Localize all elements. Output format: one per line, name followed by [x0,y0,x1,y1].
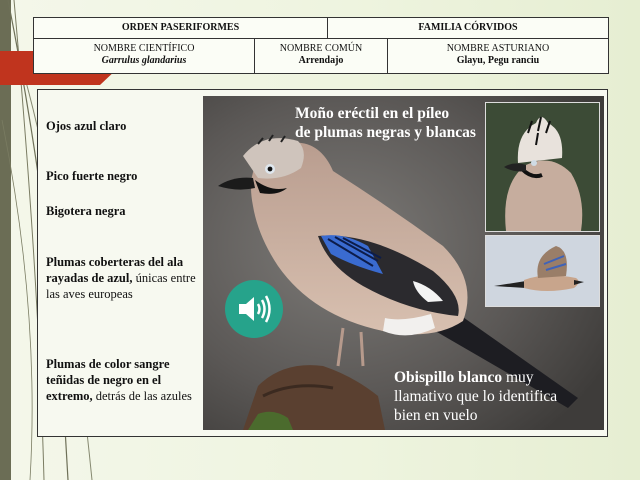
nombre-comun-cell [255,39,388,74]
taxonomy-table [33,17,609,74]
orden-cell: ORDEN PASERIFORMES [34,18,328,38]
caption-rump-bold: Obispillo blanco [394,369,503,386]
nombre-asturiano-value: Glayu, Pegu ranciu [456,55,540,66]
caption-crest-line1: Moño eréctil en el píleo [295,105,450,122]
inset-crest-photo [485,102,600,232]
feature-bigotera-text: Bigotera negra [46,204,126,218]
sound-button[interactable] [225,280,283,338]
feature-pico-text: Pico fuerte negro [46,169,138,183]
caption-crest [295,104,476,142]
nombre-cientifico-value: Garrulus glandarius [101,55,187,66]
feature-plumas-sangre-bold: Plumas de color sangre teñidas de negro en el extremo, [46,357,170,403]
feature-plumas-sangre-rest: detrás de las azules [92,389,192,403]
nombre-comun-value: Arrendajo [298,55,344,66]
feature-plumas-azul-rest: únicas entre las aves europeas [46,271,196,301]
nombre-cientifico-label: NOMBRE CIENTÍFICO [93,43,195,54]
feature-plumas-sangre [46,356,196,404]
nombre-asturiano-label: NOMBRE ASTURIANO [446,43,550,54]
caption-rump [394,368,569,425]
nombre-comun-label: NOMBRE COMÚN [279,43,363,54]
inset-flight-photo [485,235,600,307]
caption-rump-rest: muy llamativo que lo identifica bien en vuelo [394,369,558,424]
speaker-icon [237,294,271,324]
nombre-asturiano-cell [388,39,608,74]
feature-pico [46,168,196,184]
caption-crest-line2: de plumas negras y blancas [295,124,476,141]
feature-ojos [46,118,196,134]
feature-bigotera [46,203,196,219]
feature-ojos-text: Ojos azul claro [46,119,127,133]
familia-cell: FAMILIA CÓRVIDOS [418,22,518,33]
nombre-cientifico-cell [34,39,255,74]
feature-plumas-azul [46,254,196,302]
feature-plumas-azul-bold: Plumas coberteras del ala rayadas de azul, [46,255,184,285]
